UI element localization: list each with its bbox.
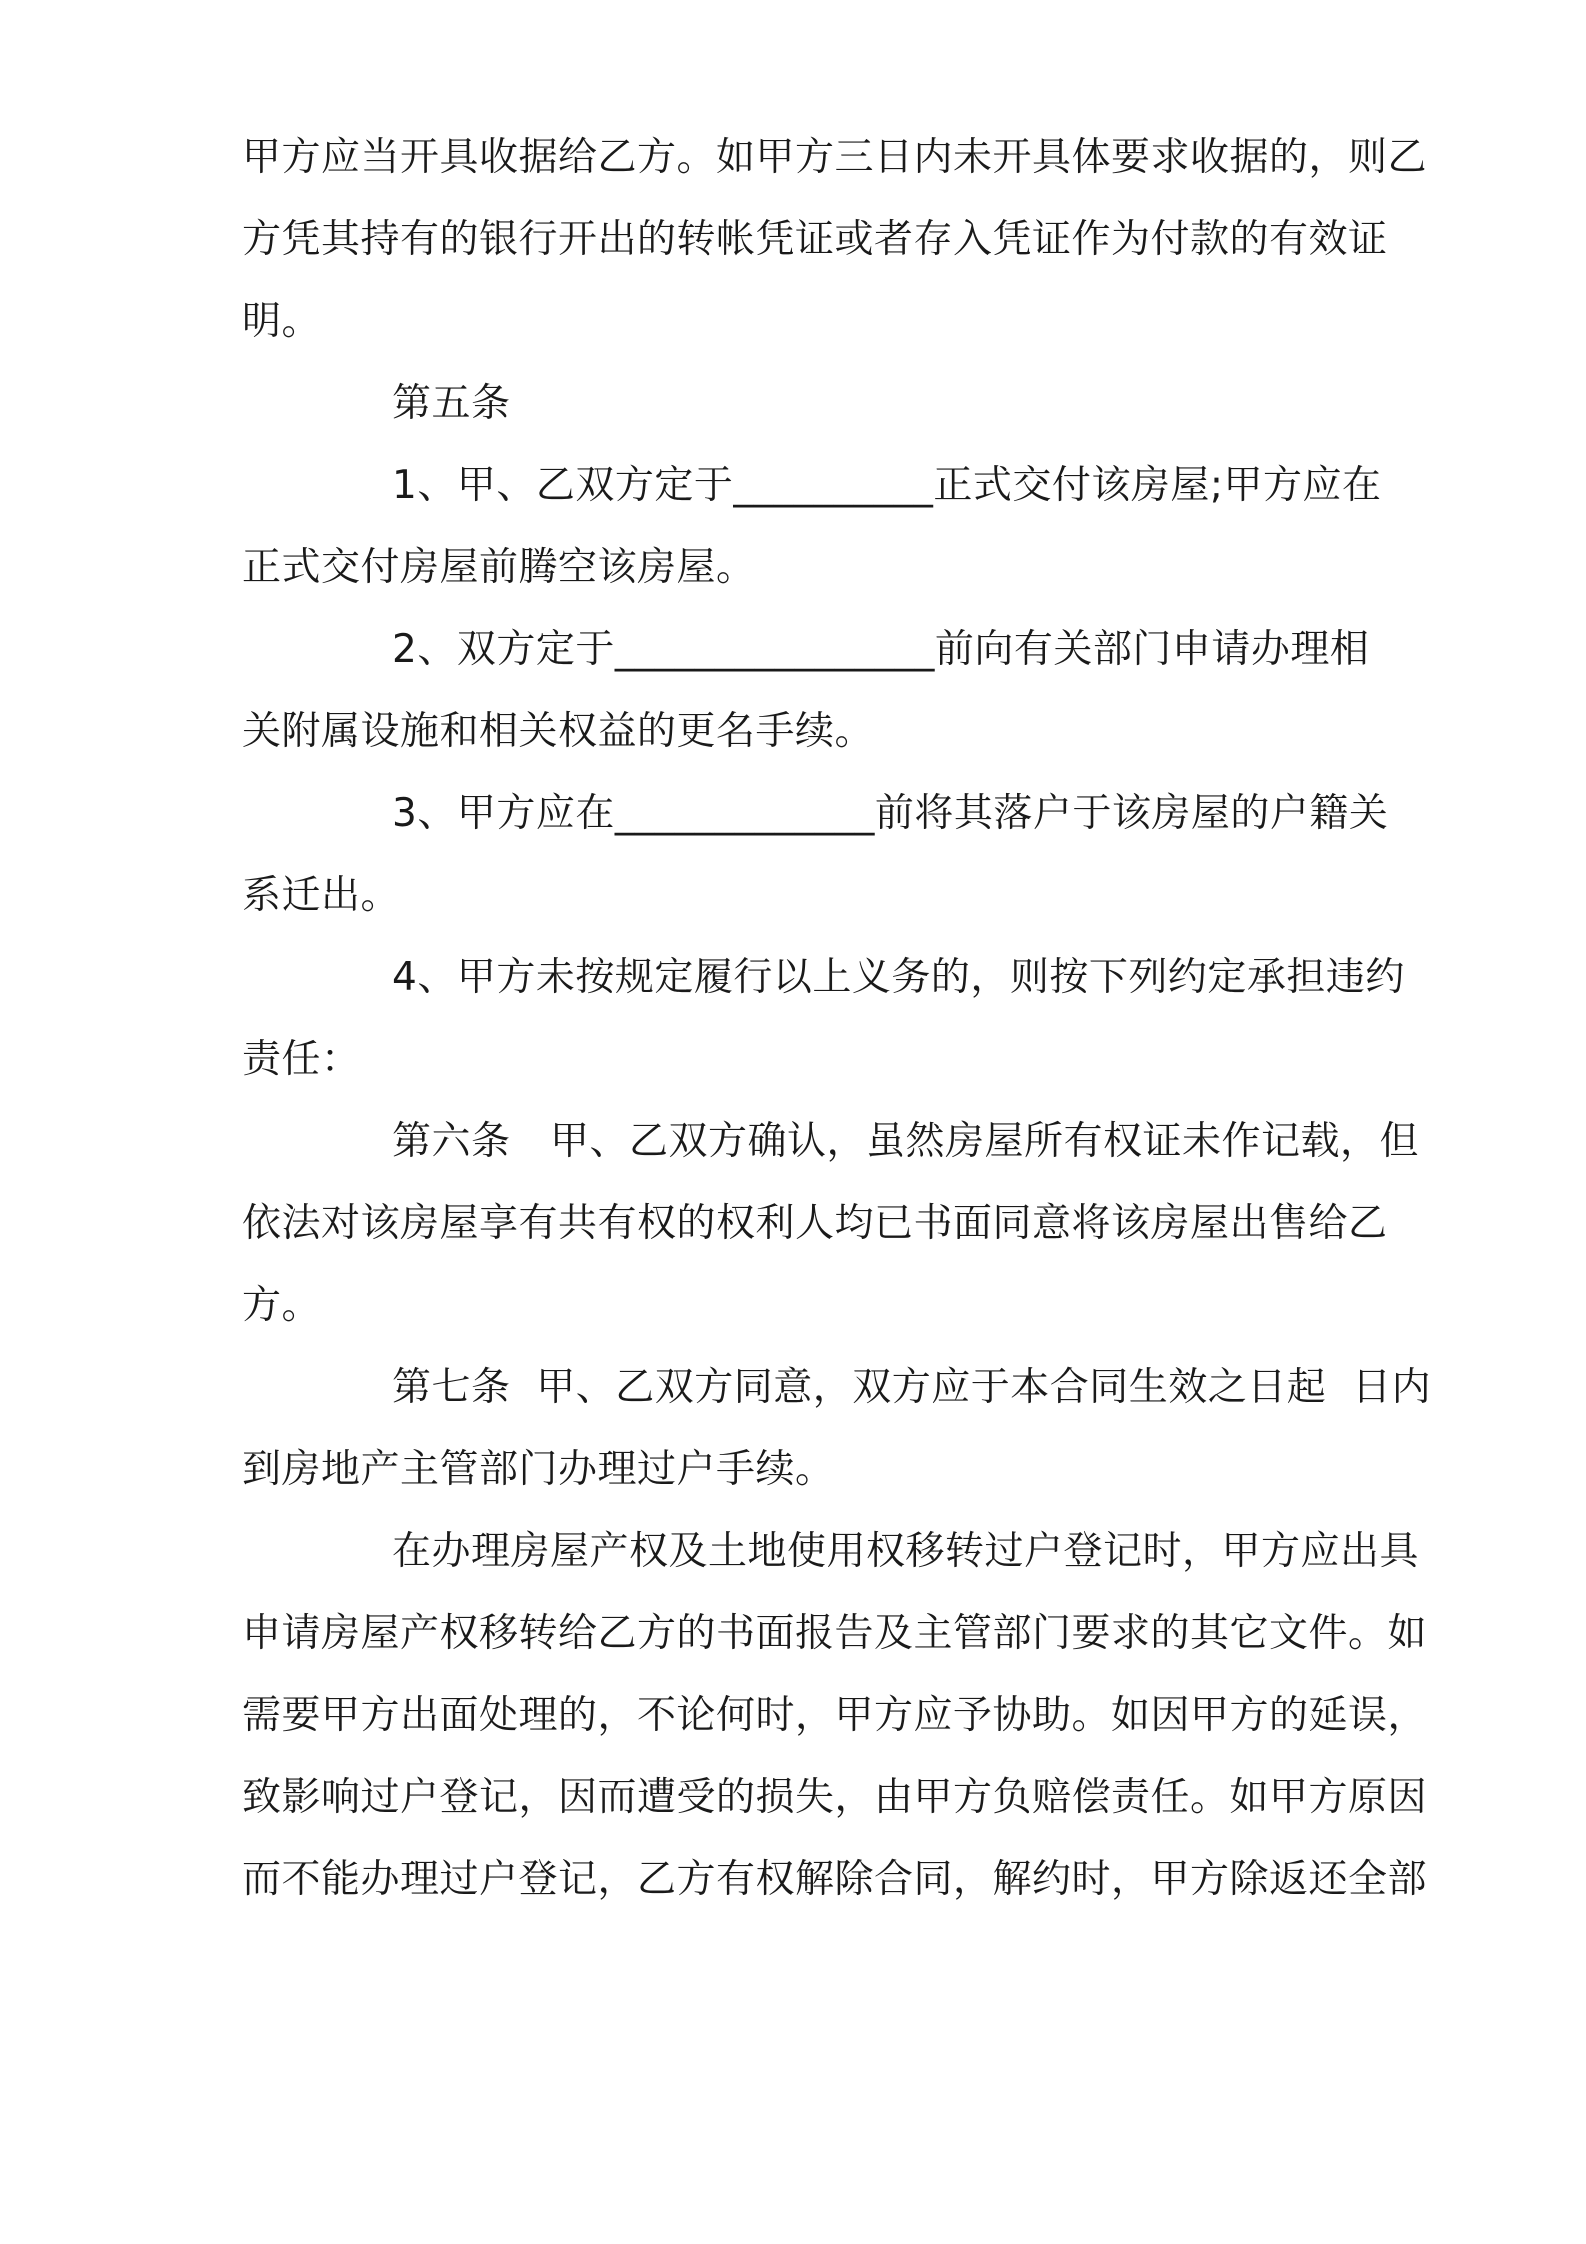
text-line: 1、甲、乙双方定于__________正式交付该房屋;甲方应在 — [392, 463, 1382, 508]
text-line: 责任： — [242, 1037, 361, 1082]
text-line: 第七条 甲、乙双方同意，双方应于本合同生效之日起 日内 — [392, 1365, 1432, 1410]
text-line: 4、甲方未按规定履行以上义务的，则按下列约定承担违约 — [392, 955, 1405, 1000]
article-heading: 第五条 — [392, 381, 511, 426]
text-line: 而不能办理过户登记，乙方有权解除合同，解约时，甲方除返还全部 — [242, 1857, 1428, 1902]
text-line: 甲方应当开具收据给乙方。如甲方三日内未开具体要求收据的，则乙 — [242, 135, 1428, 180]
text-line: 正式交付房屋前腾空该房屋。 — [242, 545, 756, 590]
text-line: 2、双方定于________________前向有关部门申请办理相 — [392, 627, 1370, 672]
text-line: 3、甲方应在_____________前将其落户于该房屋的户籍关 — [392, 791, 1389, 836]
text-line: 系迁出。 — [242, 873, 401, 918]
text-line: 到房地产主管部门办理过户手续。 — [242, 1447, 835, 1492]
text-line: 致影响过户登记，因而遭受的损失，由甲方负赔偿责任。如甲方原因 — [242, 1775, 1428, 1820]
text-line: 申请房屋产权移转给乙方的书面报告及主管部门要求的其它文件。如 — [242, 1611, 1428, 1656]
text-line: 方凭其持有的银行开出的转帐凭证或者存入凭证作为付款的有效证 — [242, 217, 1388, 262]
text-line: 依法对该房屋享有共有权的权利人均已书面同意将该房屋出售给乙 — [242, 1201, 1388, 1246]
text-line: 方。 — [242, 1283, 322, 1328]
text-line: 在办理房屋产权及土地使用权移转过户登记时，甲方应出具 — [392, 1529, 1420, 1574]
text-line: 第六条 甲、乙双方确认，虽然房屋所有权证未作记载，但 — [392, 1119, 1420, 1164]
text-line: 关附属设施和相关权益的更名手续。 — [242, 709, 875, 754]
text-line: 明。 — [242, 299, 322, 344]
text-line: 需要甲方出面处理的，不论何时，甲方应予协助。如因甲方的延误， — [242, 1693, 1428, 1738]
